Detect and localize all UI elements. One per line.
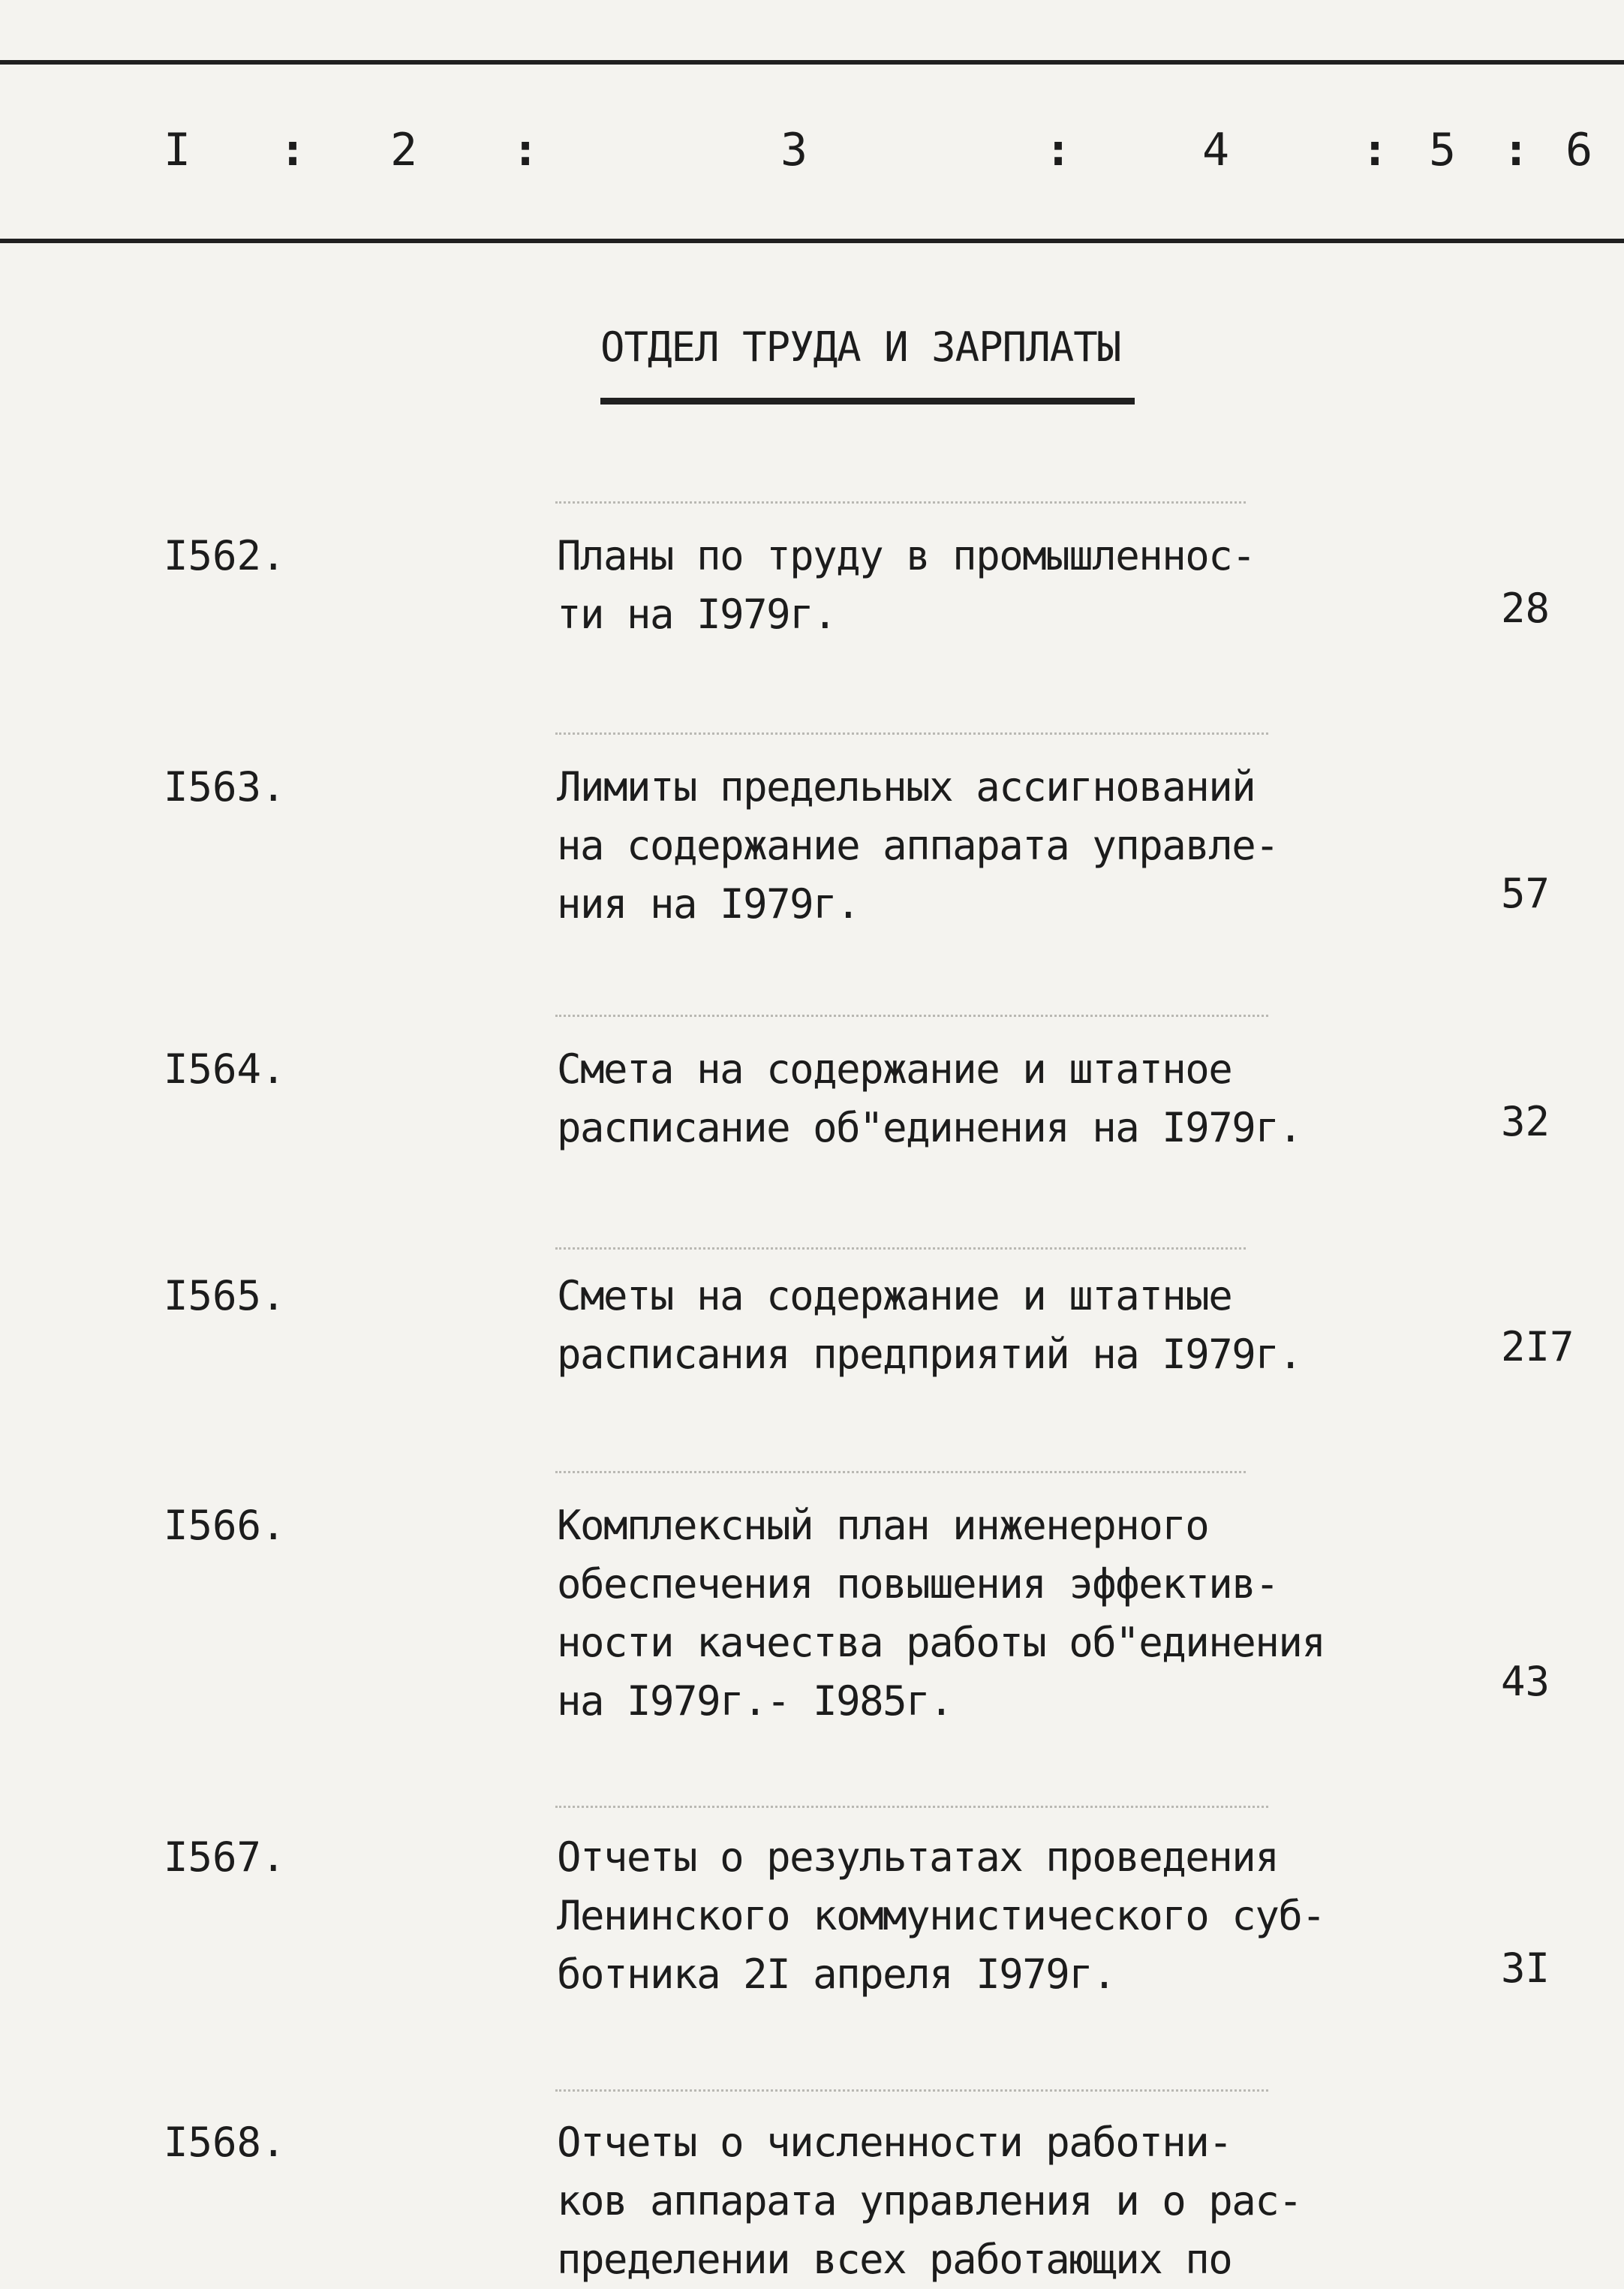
- entry-sheet-count: 43: [1501, 1658, 1550, 1705]
- entry-number: I563.: [164, 763, 286, 811]
- entry-title: [557, 1267, 1345, 1384]
- entry-title-line: Отчеты о результатах проведения: [557, 1833, 1279, 1881]
- entry-title-line: на I979г.- I985г.: [557, 1677, 953, 1725]
- column-separator: :: [1502, 124, 1530, 176]
- entry-sheet-count: 32: [1501, 1098, 1550, 1145]
- entry-number: I568.: [164, 2119, 286, 2166]
- column-number-3: 3: [780, 124, 808, 176]
- entry-sheet-count: 2I7: [1501, 1323, 1574, 1370]
- entry-number: I564.: [164, 1045, 286, 1093]
- entry-title-line: Отчеты о численности работни-: [557, 2119, 1232, 2166]
- entry-number: I565.: [164, 1272, 286, 1319]
- entry-title-line: расписание об"единения на I979г.: [557, 1104, 1302, 1151]
- separator-dots: [555, 1015, 1268, 1017]
- separator-dots: [555, 732, 1268, 735]
- entry-title-line: на содержание аппарата управле-: [557, 822, 1279, 869]
- entry-title: [557, 2113, 1345, 2289]
- entry-title: [557, 758, 1345, 934]
- column-separator: :: [1045, 124, 1072, 176]
- separator-dots: [555, 2089, 1268, 2092]
- entry-title-line: Сметы на содержание и штатные: [557, 1272, 1232, 1319]
- entry-title-line: пределении всех работающих по: [557, 2236, 1232, 2283]
- separator-dots: [555, 1247, 1246, 1250]
- entry-number: I567.: [164, 1833, 286, 1881]
- column-number-5: 5: [1429, 124, 1457, 176]
- entry-number: I562.: [164, 532, 286, 579]
- column-separator: :: [512, 124, 540, 176]
- entry-title-line: Лимиты предельных ассигнований: [557, 763, 1256, 811]
- column-number-1: I: [164, 124, 191, 176]
- entry-title-line: ности качества работы об"единения: [557, 1619, 1325, 1666]
- entry-sheet-count: 57: [1501, 870, 1550, 917]
- entry-title-line: Комплексный план инженерного: [557, 1502, 1209, 1549]
- entry-title: [557, 527, 1345, 644]
- separator-dots: [555, 1471, 1246, 1473]
- entry-title-line: ния на I979г.: [557, 880, 860, 928]
- entry-sheet-count: 28: [1501, 585, 1550, 632]
- entry-number: I566.: [164, 1502, 286, 1549]
- header-top-rule: [0, 60, 1624, 65]
- entry-title-line: ботника 2I апреля I979г.: [557, 1951, 1116, 1998]
- entry-title-line: Ленинского коммунистического суб-: [557, 1892, 1325, 1939]
- entry-sheet-count: 3I: [1501, 1945, 1550, 1992]
- column-number-2: 2: [390, 124, 418, 176]
- entry-title-line: расписания предприятий на I979г.: [557, 1331, 1302, 1378]
- separator-dots: [555, 501, 1246, 504]
- section-title-underline: [600, 398, 1135, 405]
- header-bottom-rule: [0, 239, 1624, 243]
- entry-title-line: Планы по труду в промышленнос-: [557, 532, 1256, 579]
- entry-title-line: обеспечения повышения эффектив-: [557, 1560, 1279, 1608]
- entry-title: [557, 1496, 1345, 1731]
- separator-dots: [555, 1806, 1268, 1808]
- entry-title: [557, 1040, 1345, 1157]
- column-separator: :: [279, 124, 307, 176]
- entry-title-line: ков аппарата управления и о рас-: [557, 2177, 1302, 2224]
- entry-title-line: ти на I979г.: [557, 591, 837, 638]
- entry-title-line: Смета на содержание и штатное: [557, 1045, 1232, 1093]
- column-number-4: 4: [1202, 124, 1230, 176]
- column-separator: :: [1361, 124, 1389, 176]
- column-number-6: 6: [1565, 124, 1593, 176]
- entry-title: [557, 1828, 1345, 2004]
- section-title: ОТДЕЛ ТРУДА И ЗАРПЛАТЫ: [600, 323, 1121, 371]
